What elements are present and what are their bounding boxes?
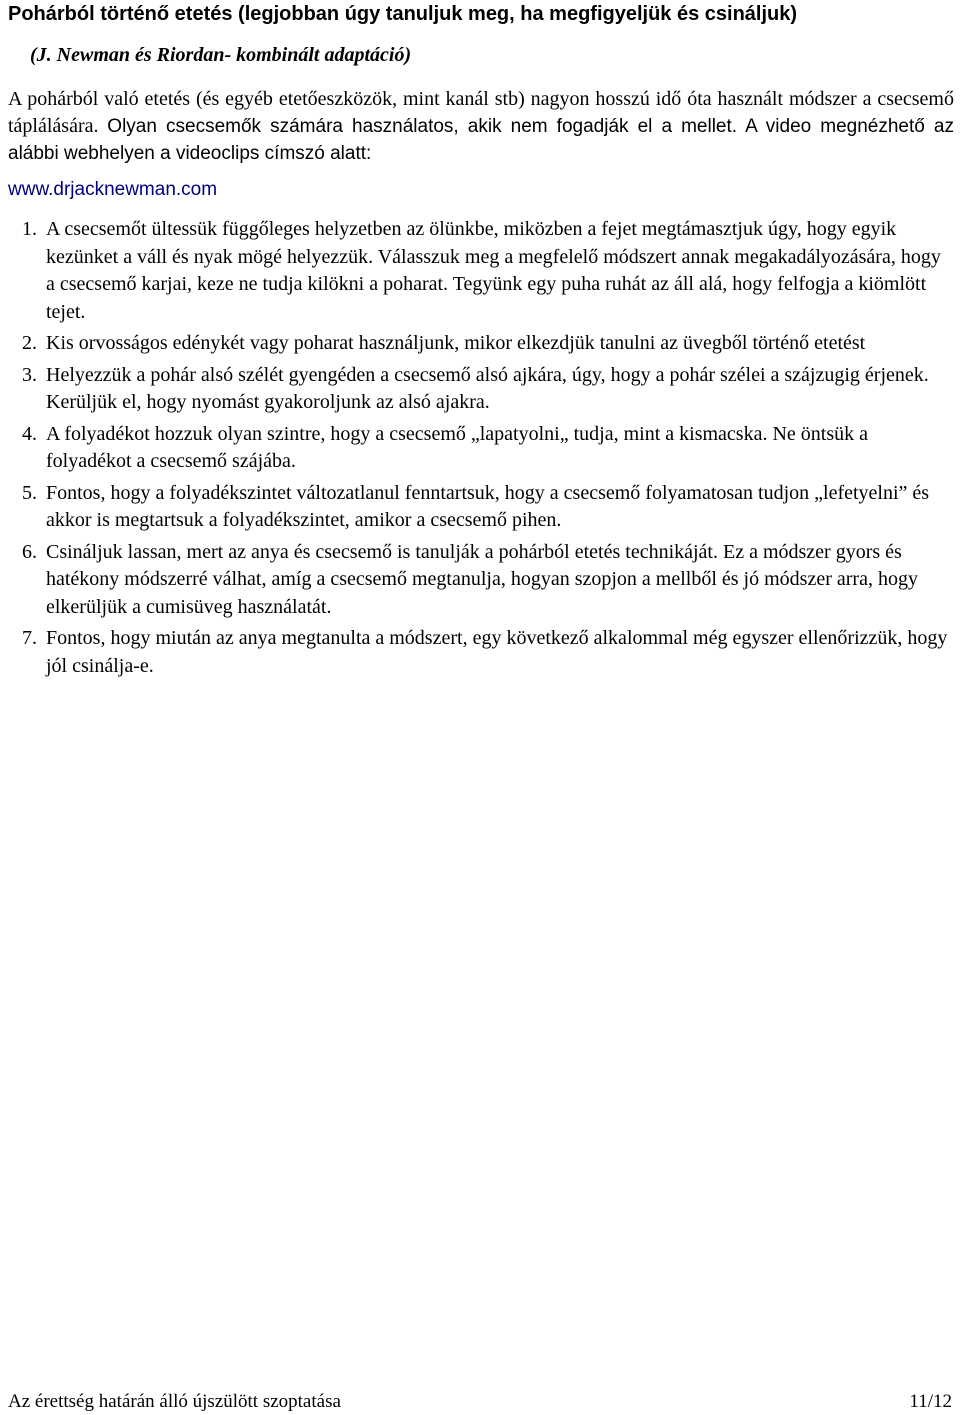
step-number: 6.: [22, 540, 37, 563]
page-number: 11/12: [909, 1391, 952, 1412]
step-number: 5.: [22, 481, 37, 504]
footer-document-title: Az érettség határán álló újszülött szoptatása: [8, 1391, 341, 1412]
website-link[interactable]: www.drjacknewman.com: [8, 179, 218, 200]
step-item-7: [8, 625, 954, 680]
step-text: Kis orvosságos edénykét vagy poharat használjunk, mikor elkezdjük tanulni az üvegből történő etetést: [46, 332, 866, 354]
step-text: Fontos, hogy a folyadékszintet változatlanul fenntartsuk, hogy a csecsemő folyamatosan tudjon „lefetyelni” és akkor is megtartsuk a folyadékszintet, amikor a csecsemő pihen.: [46, 481, 930, 531]
step-item-1: [8, 216, 954, 326]
intro-text-serif: A pohárból való etetés (és egyéb etetőeszközök, mint kanál stb) nagyon hosszú idő óta használt módszer a csecsemő táplálására.: [8, 88, 954, 137]
document-title: Pohárból történő etetés (legjobban úgy tanuljuk meg, ha megfigyeljük és csináljuk): [8, 3, 798, 25]
step-text: Helyezzük a pohár alsó szélét gyengéden a csecsemő alsó ajkára, úgy, hogy a pohár szélei a szájzugig érjenek. Kerüljük el, hogy nyomást gyakoroljunk az alsó ajakra.: [46, 363, 929, 413]
step-text: Csináljuk lassan, mert az anya és csecsemő is tanulják a pohárból etetés technikáját. Ez a módszer gyors és hatékony módszerré válhat, amíg a csecsemő megtanulja, hogyan szopjon a mellből és jó módszer arra, hogy elkerüljük a cumisüveg használatát.: [46, 540, 918, 618]
step-item-4: [8, 421, 954, 476]
step-number: 1.: [22, 218, 37, 240]
step-number: 2.: [22, 332, 37, 354]
step-item-3: [8, 362, 954, 417]
step-number: 4.: [22, 422, 37, 445]
steps-list: [8, 216, 954, 684]
step-item-2: [8, 330, 954, 358]
step-item-5: [8, 480, 954, 535]
document-subtitle: (J. Newman és Riordan- kombinált adaptáció): [30, 44, 412, 66]
step-text: Fontos, hogy miután az anya megtanulta a módszert, egy következő alkalommal még egyszer ellenőrizzük, hogy jól csinálja-e.: [46, 627, 948, 677]
step-text: A csecsemőt ültessük függőleges helyzetben az ölünkbe, miközben a fejet megtámasztjuk úgy, hogy egyik kezünket a váll és nyak mögé helyezzük. Válasszuk meg a megfelelő módszert annak megakadályozására, hogy a csecsemő karjai, keze ne tudja kilökni a poharat. Tegyünk egy puha ruhát az áll alá, hogy felfogja a kiömlött tejet.: [46, 218, 941, 323]
page-footer: [8, 1390, 952, 1414]
step-number: 3.: [22, 363, 37, 386]
intro-text-sans: Olyan csecsemők számára használatos, akik nem fogadják el a mellet. A video megnézhető az alábbi webhelyen a videoclips címszó alatt:: [8, 116, 954, 164]
step-text: A folyadékot hozzuk olyan szintre, hogy a csecsemő „lapatyolni„ tudja, mint a kismacska. Ne öntsük a folyadékot a csecsemő szájába.: [46, 422, 868, 472]
step-item-6: [8, 539, 954, 622]
step-number: 7.: [22, 627, 37, 649]
intro-paragraph: [8, 86, 954, 167]
